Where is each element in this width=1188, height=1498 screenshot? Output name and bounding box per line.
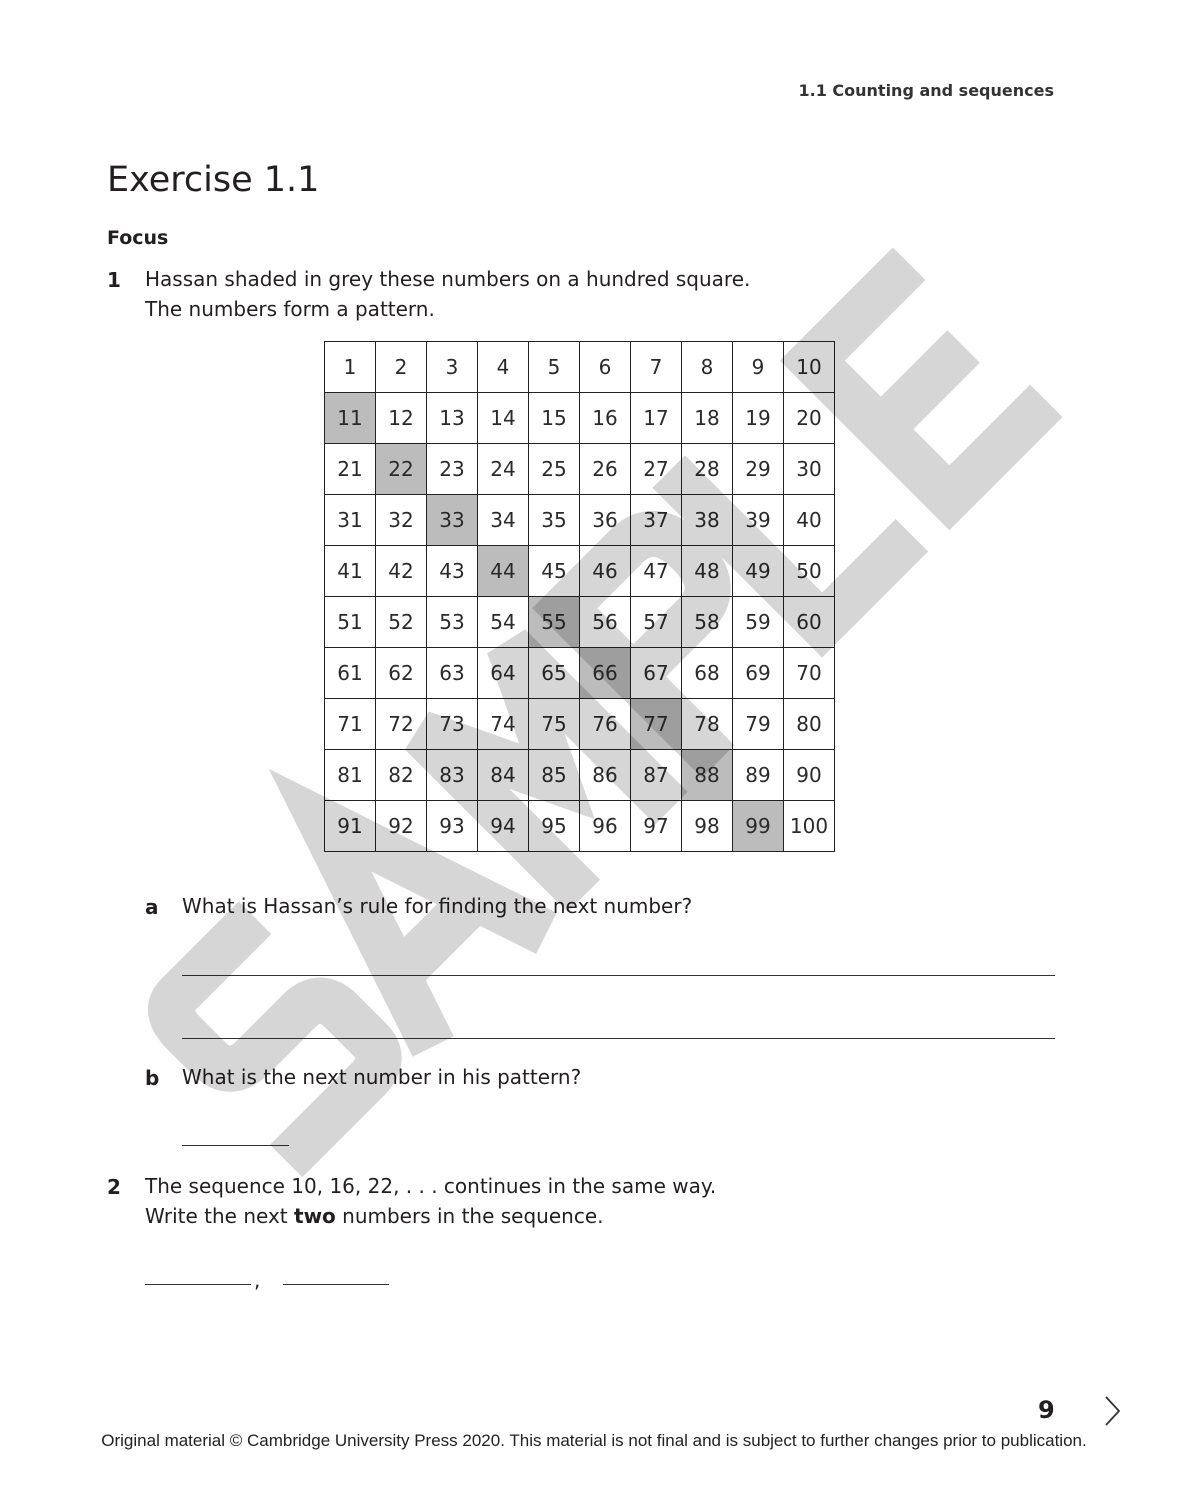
grid-cell: 56: [580, 597, 631, 648]
grid-cell: 88: [682, 750, 733, 801]
grid-cell: 87: [631, 750, 682, 801]
grid-cell: 48: [682, 546, 733, 597]
grid-cell: 2: [376, 342, 427, 393]
question-2-text: [145, 1171, 716, 1231]
grid-cell: 96: [580, 801, 631, 852]
grid-cell: 26: [580, 444, 631, 495]
grid-cell: 19: [733, 393, 784, 444]
grid-cell: 14: [478, 393, 529, 444]
grid-cell: 20: [784, 393, 835, 444]
answer-line-a2[interactable]: [182, 1038, 1055, 1039]
grid-cell: 58: [682, 597, 733, 648]
grid-cell: 5: [529, 342, 580, 393]
grid-cell: 29: [733, 444, 784, 495]
question-1-line2: The numbers form a pattern.: [145, 297, 435, 321]
grid-cell: 98: [682, 801, 733, 852]
grid-cell: 13: [427, 393, 478, 444]
grid-cell: 32: [376, 495, 427, 546]
grid-row: [325, 546, 835, 597]
grid-cell: 37: [631, 495, 682, 546]
grid-cell: 36: [580, 495, 631, 546]
grid-cell: 84: [478, 750, 529, 801]
copyright-footer: Original material © Cambridge University Press 2020. This material is not final and is subject to further changes prior to publication.: [101, 1431, 1087, 1450]
grid-cell: 80: [784, 699, 835, 750]
running-head: 1.1 Counting and sequences: [798, 81, 1054, 100]
grid-cell: 81: [325, 750, 376, 801]
grid-cell: 63: [427, 648, 478, 699]
grid-cell: 49: [733, 546, 784, 597]
grid-cell: 94: [478, 801, 529, 852]
part-b-text: What is the next number in his pattern?: [182, 1065, 582, 1089]
grid-cell: 100: [784, 801, 835, 852]
grid-cell: 85: [529, 750, 580, 801]
grid-cell: 75: [529, 699, 580, 750]
grid-cell: 95: [529, 801, 580, 852]
grid-cell: 40: [784, 495, 835, 546]
grid-cell: 18: [682, 393, 733, 444]
grid-cell: 8: [682, 342, 733, 393]
answer-line-a1[interactable]: [182, 975, 1055, 976]
grid-cell: 4: [478, 342, 529, 393]
grid-cell: 45: [529, 546, 580, 597]
part-a-text: What is Hassan’s rule for finding the next number?: [182, 894, 693, 918]
grid-cell: 27: [631, 444, 682, 495]
grid-cell: 61: [325, 648, 376, 699]
next-page-chevron-icon[interactable]: [1100, 1394, 1124, 1428]
grid-cell: 65: [529, 648, 580, 699]
grid-cell: 74: [478, 699, 529, 750]
grid-cell: 44: [478, 546, 529, 597]
watermark-letter-e: [812, 264, 1046, 498]
question-2-line2: [145, 1201, 716, 1231]
answer-line-2b[interactable]: [283, 1284, 389, 1285]
grid-cell: 59: [733, 597, 784, 648]
grid-cell: 73: [427, 699, 478, 750]
grid-cell: 16: [580, 393, 631, 444]
grid-row: [325, 495, 835, 546]
grid-cell: 3: [427, 342, 478, 393]
grid-cell: 24: [478, 444, 529, 495]
question-1-number: 1: [107, 268, 121, 292]
grid-cell: 12: [376, 393, 427, 444]
answer-line-b[interactable]: [182, 1145, 289, 1146]
question-2-line1: The sequence 10, 16, 22, . . . continues in the same way.: [145, 1174, 717, 1198]
part-a-label: a: [145, 895, 159, 919]
grid-cell: 47: [631, 546, 682, 597]
grid-row: [325, 750, 835, 801]
grid-cell: 68: [682, 648, 733, 699]
grid-row: [325, 699, 835, 750]
hundred-square: [324, 341, 835, 852]
grid-cell: 92: [376, 801, 427, 852]
grid-cell: 7: [631, 342, 682, 393]
grid-cell: 23: [427, 444, 478, 495]
question-1-line1: Hassan shaded in grey these numbers on a hundred square.: [145, 267, 751, 291]
grid-cell: 53: [427, 597, 478, 648]
grid-cell: 90: [784, 750, 835, 801]
grid-cell: 71: [325, 699, 376, 750]
grid-cell: 57: [631, 597, 682, 648]
grid-cell: 76: [580, 699, 631, 750]
grid-row: [325, 648, 835, 699]
grid-cell: 28: [682, 444, 733, 495]
grid-cell: 6: [580, 342, 631, 393]
grid-cell: 33: [427, 495, 478, 546]
grid-cell: 51: [325, 597, 376, 648]
grid-cell: 42: [376, 546, 427, 597]
grid-cell: 83: [427, 750, 478, 801]
grid-cell: 10: [784, 342, 835, 393]
grid-cell: 30: [784, 444, 835, 495]
grid-cell: 46: [580, 546, 631, 597]
grid-cell: 54: [478, 597, 529, 648]
grid-cell: 72: [376, 699, 427, 750]
grid-cell: 38: [682, 495, 733, 546]
grid-cell: 41: [325, 546, 376, 597]
watermark-letter-s: [149, 918, 392, 1161]
grid-cell: 55: [529, 597, 580, 648]
grid-cell: 11: [325, 393, 376, 444]
grid-cell: 78: [682, 699, 733, 750]
grid-cell: 93: [427, 801, 478, 852]
grid-row: [325, 393, 835, 444]
grid-cell: 35: [529, 495, 580, 546]
line2-post: numbers in the sequence.: [335, 1204, 604, 1228]
grid-cell: 70: [784, 648, 835, 699]
grid-row: [325, 342, 835, 393]
grid-row: [325, 444, 835, 495]
answer-separator: ,: [254, 1268, 261, 1292]
section-heading: Focus: [107, 227, 169, 249]
line2-pre: Write the next: [145, 1204, 295, 1228]
grid-cell: 17: [631, 393, 682, 444]
grid-cell: 39: [733, 495, 784, 546]
grid-cell: 77: [631, 699, 682, 750]
grid-cell: 50: [784, 546, 835, 597]
grid-cell: 31: [325, 495, 376, 546]
grid-row: [325, 597, 835, 648]
answer-line-2a[interactable]: [145, 1284, 251, 1285]
grid-cell: 34: [478, 495, 529, 546]
grid-cell: 21: [325, 444, 376, 495]
grid-cell: 25: [529, 444, 580, 495]
grid-cell: 69: [733, 648, 784, 699]
grid-cell: 1: [325, 342, 376, 393]
grid-cell: 82: [376, 750, 427, 801]
grid-cell: 79: [733, 699, 784, 750]
grid-cell: 97: [631, 801, 682, 852]
grid-cell: 9: [733, 342, 784, 393]
grid-cell: 60: [784, 597, 835, 648]
page-number: 9: [1038, 1396, 1055, 1424]
grid-cell: 15: [529, 393, 580, 444]
grid-cell: 64: [478, 648, 529, 699]
grid-cell: 66: [580, 648, 631, 699]
grid-cell: 52: [376, 597, 427, 648]
question-2-number: 2: [107, 1175, 121, 1199]
line2-bold: two: [294, 1204, 336, 1228]
part-b-label: b: [145, 1066, 160, 1090]
grid-cell: 67: [631, 648, 682, 699]
grid-cell: 22: [376, 444, 427, 495]
exercise-title: Exercise 1.1: [107, 160, 320, 200]
grid-cell: 99: [733, 801, 784, 852]
grid-row: [325, 801, 835, 852]
question-1-text: [145, 264, 750, 324]
grid-cell: 43: [427, 546, 478, 597]
grid-cell: 91: [325, 801, 376, 852]
grid-cell: 62: [376, 648, 427, 699]
grid-cell: 89: [733, 750, 784, 801]
grid-cell: 86: [580, 750, 631, 801]
